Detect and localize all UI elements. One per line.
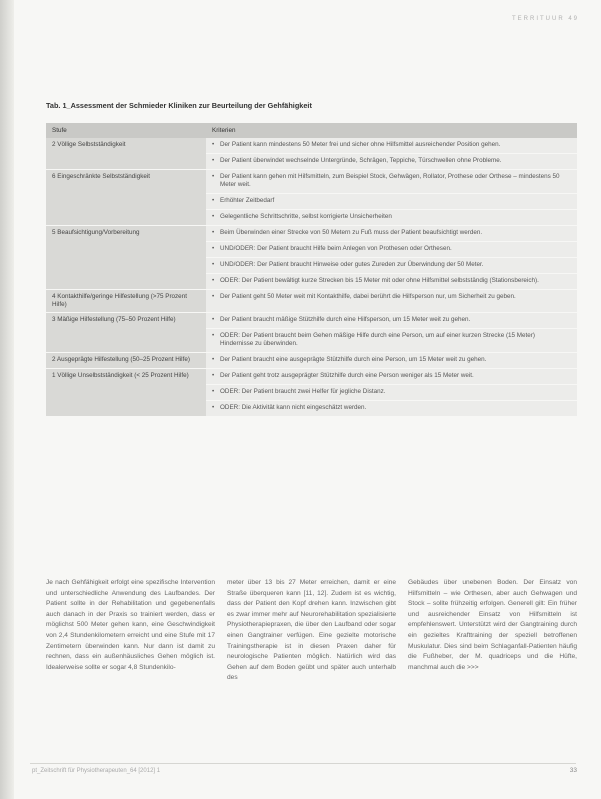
kriterium-item — [206, 154, 577, 169]
kriterien-cell — [206, 225, 577, 289]
body-column-2: meter über 13 bis 27 Meter erreichen, damit er eine Straße überqueren kann [11, 12]. Zudem ist es wichtig, dass der Patient den Kopf drehen kann. Inzwischen gibt es zwar immer mehr auf Neurorehabilitation spezialisierte Physiotherapiepraxen, die über den Laufband oder sogar einen Gangtrainer verfügen. Eine gezielte motorische Trainingstherapie ist in diesen Praxen daher für neurologische Patienten möglich. Natürlich wird das Gehen auf dem Boden geübt und später auch unterhalb des — [227, 579, 396, 682]
kriterium-item — [206, 369, 577, 385]
table-title: Tab. 1_Assessment der Schmieder Kliniken zur Beurteilung der Gehfähigkeit — [46, 101, 312, 110]
kriterium-text: ODER: Der Patient braucht zwei Helfer für jegliche Distanz. — [220, 387, 386, 395]
table-row — [46, 170, 577, 226]
kriterium-item — [206, 401, 577, 416]
kriterium-item — [206, 313, 577, 329]
stufe-cell: 1 Völlige Unselbstständigkeit (< 25 Prozent Hilfe) — [46, 368, 206, 416]
body-column-3: Gebäudes über unebenen Boden. Der Einsatz von Hilfsmitteln – wie Orthesen, aber auch Gehwagen und Stock – sollte frühzeitig erfolgen. Generell gilt: Ein früher und ausreichender Einsatz von Hilfsmitteln ist empfehlenswert. Unterstützt wird der Gangtraining durch ein gezieltes Krafttraining der speziell betroffenen Muskulatur. Dies sind beim Schlaganfall-Patienten häufig die Fußheber, der M. quadriceps und die Hüfte, manchmal auch die >>> — [408, 579, 577, 671]
stufe-cell: 2 Ausgeprägte Hilfestellung (50–25 Prozent Hilfe) — [46, 352, 206, 368]
kriterium-text: Der Patient geht trotz ausgeprägter Stützhilfe durch eine Person weniger als 15 Meter weit. — [220, 371, 474, 379]
kriterium-text: Der Patient kann mindestens 50 Meter frei und sicher ohne Hilfsmittel ausreichender Position gehen. — [220, 141, 501, 148]
bullet-icon: • — [212, 196, 215, 204]
bullet-icon: • — [212, 387, 215, 395]
bullet-icon: • — [212, 173, 215, 180]
kriterium-item — [206, 194, 577, 210]
kriterium-item — [206, 290, 577, 305]
kriterium-item — [206, 138, 577, 154]
bullet-icon: • — [212, 157, 215, 164]
stufe-cell: 2 Völlige Selbstständigkeit — [46, 138, 206, 170]
kriterium-item — [206, 274, 577, 289]
kriterium-item — [206, 353, 577, 368]
kriterien-cell — [206, 170, 577, 226]
kriterium-text: Der Patient geht 50 Meter weit mit Kontakthilfe, dabei berührt die Hilfsperson nur, um Sicherheit zu geben. — [220, 292, 516, 300]
kriterium-item — [206, 242, 577, 258]
kriterium-item — [206, 170, 577, 194]
bullet-icon: • — [212, 292, 215, 300]
table-row — [46, 225, 577, 289]
footer-divider — [30, 763, 576, 764]
kriterium-text: ODER: Der Patient braucht beim Gehen mäßige Hilfe durch eine Person, um auf einer kurzen Strecke (15 Meter) Hindernisse zu überwinden. — [220, 332, 535, 348]
footer-journal: pt_Zeitschrift für Physiotherapeuten_64 [2012] 1 — [32, 768, 161, 774]
kriterium-text: Der Patient überwindet wechselnde Untergründe, Schrägen, Teppiche, Türschwellen ohne Probleme. — [220, 157, 502, 164]
bullet-icon: • — [212, 332, 215, 340]
table-row — [46, 289, 577, 313]
bullet-icon: • — [212, 212, 215, 220]
body-text — [46, 578, 577, 684]
bullet-icon: • — [212, 316, 215, 324]
kriterium-text: ODER: Die Aktivität kann nicht eingeschätzt werden. — [220, 403, 367, 411]
kriterium-item — [206, 258, 577, 274]
running-head: TERRITUUR 49 — [511, 16, 579, 22]
kriterium-text: Gelegentliche Schrittschritte, selbst korrigierte Unsicherheiten — [220, 212, 392, 220]
kriterien-cell — [206, 138, 577, 170]
kriterien-cell — [206, 289, 577, 313]
stufe-cell: 3 Mäßige Hilfestellung (75–50 Prozent Hilfe) — [46, 313, 206, 353]
kriterium-text: Der Patient kann gehen mit Hilfsmitteln, zum Beispiel Stock, Gehwägen, Rollator, Prothese oder Orthese – mindestens 50 Meter weit. — [220, 173, 560, 189]
kriterium-text: ODER: Der Patient bewältigt kurze Strecken bis 15 Meter mit oder ohne Hilfsmittel selbstständig (Stationsbereich). — [220, 276, 539, 284]
bullet-icon: • — [212, 228, 215, 236]
page-spine-shadow — [0, 0, 14, 799]
kriterien-cell — [206, 313, 577, 353]
page-number: 33 — [569, 767, 577, 774]
bullet-icon: • — [212, 141, 215, 148]
bullet-icon: • — [212, 355, 215, 363]
table-row — [46, 313, 577, 353]
stufe-cell: 4 Kontakthilfe/geringe Hilfestellung (>75 Prozent Hilfe) — [46, 289, 206, 313]
bullet-icon: • — [212, 371, 215, 379]
body-column-1: Je nach Gehfähigkeit erfolgt eine spezifische Intervention und unterschiedliche Anwendung des Laufbandes. Der Patient sollte in der Rehabilitation und gegebenenfalls auch danach in der Praxis so trainiert werden, dass er möglichst 500 Meter gehen kann, eine Geschwindigkeit von 2,4 Stundenkilometern erreicht und eine Stufe mit 17 Zentimetern überwinden kann. Nur dann ist damit zu rechnen, dass ein außenhäusliches Gehen möglich ist. Idealerweise sollte er sogar 4,8 Stundenkilo- — [46, 579, 215, 671]
bullet-icon: • — [212, 276, 215, 284]
table-row — [46, 138, 577, 170]
bullet-icon: • — [212, 260, 215, 268]
kriterium-item — [206, 385, 577, 401]
stufe-cell: 6 Eingeschränkte Selbstständigkeit — [46, 170, 206, 226]
kriterium-item — [206, 329, 577, 352]
table-row — [46, 352, 577, 368]
kriterium-text: Der Patient braucht eine ausgeprägte Stützhilfe durch eine Person, um 15 Meter weit zu gehen. — [220, 355, 487, 363]
table-row — [46, 368, 577, 416]
kriterium-item — [206, 226, 577, 242]
kriterium-text: Der Patient braucht mäßige Stützhilfe durch eine Hilfsperson, um 15 Meter weit zu gehen. — [220, 316, 471, 324]
kriterium-text: Beim Überwinden einer Strecke von 50 Metern zu Fuß muss der Patient beaufsichtigt werden. — [220, 228, 483, 236]
kriterien-cell — [206, 368, 577, 416]
kriterium-item — [206, 210, 577, 225]
bullet-icon: • — [212, 244, 215, 252]
column-header-stufe: Stufe — [46, 123, 206, 138]
kriterium-text: UND/ODER: Der Patient braucht Hinweise oder gutes Zureden zur Überwindung der 50 Meter. — [220, 260, 484, 268]
kriterium-text: UND/ODER: Der Patient braucht Hilfe beim Anlegen von Prothesen oder Orthesen. — [220, 244, 452, 252]
kriterien-cell — [206, 352, 577, 368]
column-header-kriterien: Kriterien — [206, 123, 577, 138]
kriterium-text: Erhöhter Zeitbedarf — [220, 196, 275, 204]
stufe-cell: 5 Beaufsichtigung/Vorbereitung — [46, 225, 206, 289]
bullet-icon: • — [212, 403, 215, 411]
assessment-table — [46, 123, 577, 417]
